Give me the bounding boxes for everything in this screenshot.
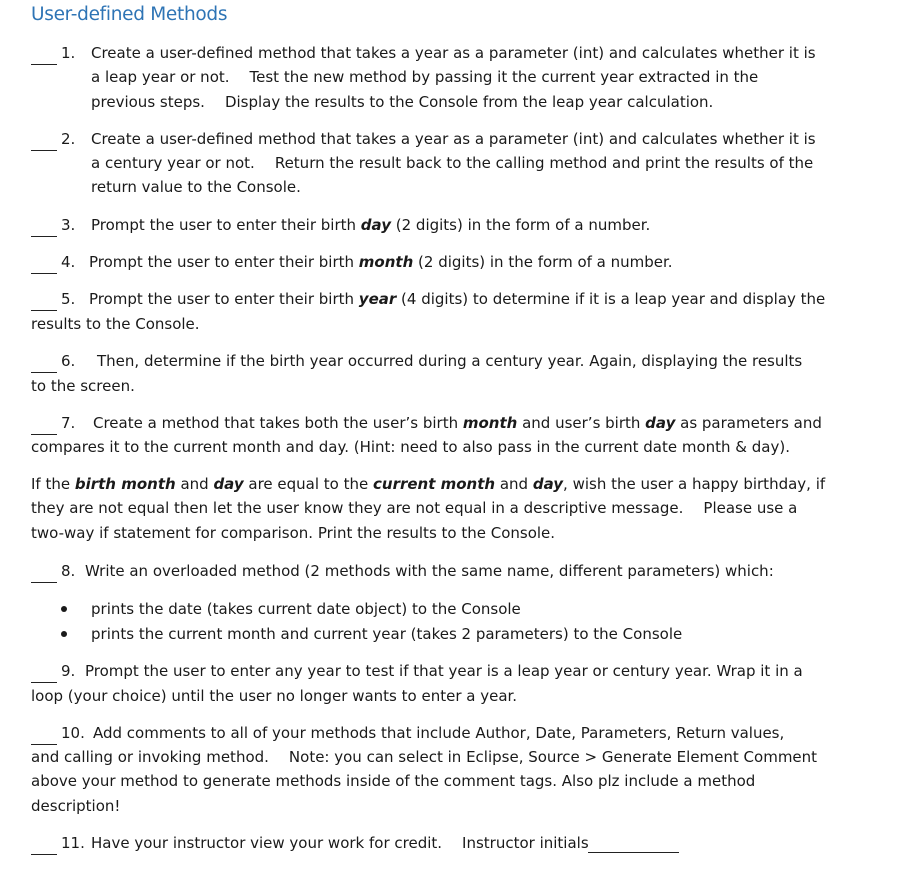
item-9-continuation: loop (your choice) until the user no longer wants to enter a year. (31, 687, 518, 705)
item-number-8: 8. (61, 562, 76, 580)
item-10-line-4: description! (31, 797, 121, 815)
birthday-paragraph-line-1: If the birth month and day are equal to the current month and day, wish the user a happy birthday, if (31, 475, 826, 493)
item-number-11: 11. (61, 834, 85, 852)
checkbox-blank-1 (31, 64, 57, 65)
item-number-9: 9. (61, 662, 76, 680)
item-6-text: Then, determine if the birth year occurred during a century year. Again, displaying the results (97, 352, 803, 370)
item-2-line-2: a century year or not. Return the result back to the calling method and print the results of the (91, 154, 814, 172)
item-11-text: Have your instructor view your work for credit. Instructor initials (91, 834, 589, 852)
item-8-bullet-2: prints the current month and current year (takes 2 parameters) to the Console (91, 625, 683, 643)
birthday-paragraph-line-2: they are not equal then let the user know they are not equal in a descriptive message. Please use a (31, 499, 798, 517)
document-heading: User-defined Methods (31, 4, 228, 25)
item-number-7: 7. (61, 414, 76, 432)
checkbox-blank-10 (31, 744, 57, 745)
item-1-line-3: previous steps. Display the results to the Console from the leap year calculation. (91, 93, 714, 111)
checkbox-blank-8 (31, 582, 57, 583)
checkbox-blank-4 (31, 273, 57, 274)
item-7-text: Create a method that takes both the user’s birth month and user’s birth day as parameters and (93, 414, 822, 432)
item-6-continuation: to the screen. (31, 377, 135, 395)
item-3-text: Prompt the user to enter their birth day (2 digits) in the form of a number. (91, 216, 651, 234)
checkbox-blank-9 (31, 682, 57, 683)
item-number-5: 5. (61, 290, 76, 308)
item-7-continuation: compares it to the current month and day. (Hint: need to also pass in the current date month & day). (31, 438, 790, 456)
item-number-2: 2. (61, 130, 76, 148)
item-5-continuation: results to the Console. (31, 315, 200, 333)
item-4-text: Prompt the user to enter their birth month (2 digits) in the form of a number. (89, 253, 673, 271)
checkbox-blank-7 (31, 434, 57, 435)
item-10-line-2: and calling or invoking method. Note: you can select in Eclipse, Source > Generate Element Comment (31, 748, 818, 766)
checkbox-blank-2 (31, 150, 57, 151)
item-number-4: 4. (61, 253, 76, 271)
checkbox-blank-6 (31, 372, 57, 373)
item-number-6: 6. (61, 352, 76, 370)
checkbox-blank-5 (31, 310, 57, 311)
item-number-3: 3. (61, 216, 76, 234)
item-5-text: Prompt the user to enter their birth year (4 digits) to determine if it is a leap year and display the (89, 290, 826, 308)
item-10-line-3: above your method to generate methods inside of the comment tags. Also plz include a method (31, 772, 756, 790)
item-number-10: 10. (61, 724, 85, 742)
birthday-paragraph-line-3: two-way if statement for comparison. Print the results to the Console. (31, 524, 556, 542)
item-8-text: Write an overloaded method (2 methods with the same name, different parameters) which: (85, 562, 774, 580)
item-9-text: Prompt the user to enter any year to test if that year is a leap year or century year. Wrap it in a (85, 662, 803, 680)
bullet-icon (61, 631, 67, 637)
item-2-line-3: return value to the Console. (91, 178, 301, 196)
checkbox-blank-11 (31, 854, 57, 855)
bullet-icon (61, 606, 67, 612)
item-2-line-1: Create a user-defined method that takes a year as a parameter (int) and calculates whether it is (91, 130, 816, 148)
item-8-bullet-1: prints the date (takes current date object) to the Console (91, 600, 521, 618)
checkbox-blank-3 (31, 236, 57, 237)
item-10-line-1: Add comments to all of your methods that include Author, Date, Parameters, Return values, (93, 724, 785, 742)
item-1-line-1: Create a user-defined method that takes a year as a parameter (int) and calculates whether it is (91, 44, 816, 62)
item-1-line-2: a leap year or not. Test the new method by passing it the current year extracted in the (91, 68, 759, 86)
item-number-1: 1. (61, 44, 76, 62)
instructor-initials-line (588, 852, 679, 853)
